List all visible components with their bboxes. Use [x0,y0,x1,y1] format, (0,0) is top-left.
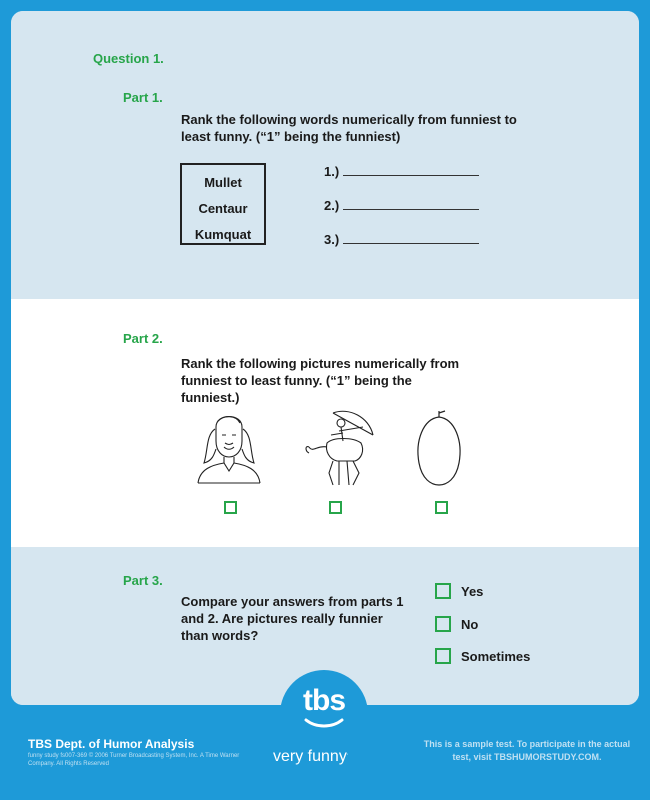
part1-section [11,11,639,299]
part1-instruction: Rank the following words numerically from funniest to least funny. (“1” being the funniest) [181,112,517,144]
picture-rank-checkbox-2[interactable] [329,501,342,514]
test-card [11,11,639,705]
part3-instruction: Compare your answers from parts 1 and 2. Are pictures really funnier than words? [181,594,404,643]
answer-blank[interactable] [343,233,479,244]
picture-rank-checkbox-1[interactable] [224,501,237,514]
word-item: Mullet [204,175,242,190]
picture-rank-checkbox-3[interactable] [435,501,448,514]
rank-label: 2.) [324,198,340,213]
sample-notice: This is a sample test. To participate in the actual test, visit TBSHUMORSTUDY.COM. [423,739,631,762]
option-label: No [461,617,479,632]
rank-label: 3.) [324,232,340,247]
option-label: Sometimes [461,649,531,664]
rank-line-3[interactable] [324,232,479,247]
word-list-box [180,163,266,245]
logo-text: tbs [303,684,345,717]
no-checkbox[interactable] [435,616,451,632]
copyright-text: funny study fs007-369 © 2006 Turner Broadcasting System, Inc. A Time Warner Company. All Rights Reserved [28,753,240,767]
department-title: TBS Dept. of Humor Analysis [28,737,195,751]
rank-line-2[interactable] [324,198,479,213]
mullet-person-icon [194,407,264,490]
sometimes-checkbox[interactable] [435,648,451,664]
word-item: Centaur [198,201,248,216]
part2-instruction: Rank the following pictures numerically from funniest to least funny. (“1” being the funniest.) [181,356,460,405]
tagline [273,748,348,766]
kumquat-fruit-icon [409,407,469,492]
centaur-archer-icon [303,407,383,494]
tbs-logo [280,670,368,758]
part2-section [11,299,639,547]
part3-label: Part 3. [123,573,163,588]
rank-label: 1.) [324,164,340,179]
tagline-mark: . [346,750,349,757]
yes-checkbox[interactable] [435,583,451,599]
part2-label: Part 2. [123,331,163,346]
question-title: Question 1. [93,51,164,66]
smile-icon [304,718,344,728]
rank-line-1[interactable] [324,164,479,179]
answer-blank[interactable] [343,165,479,176]
part1-label: Part 1. [123,90,163,105]
option-label: Yes [461,584,484,599]
tagline-text: very funny [273,748,347,765]
word-item: Kumquat [194,227,252,242]
answer-blank[interactable] [343,199,479,210]
